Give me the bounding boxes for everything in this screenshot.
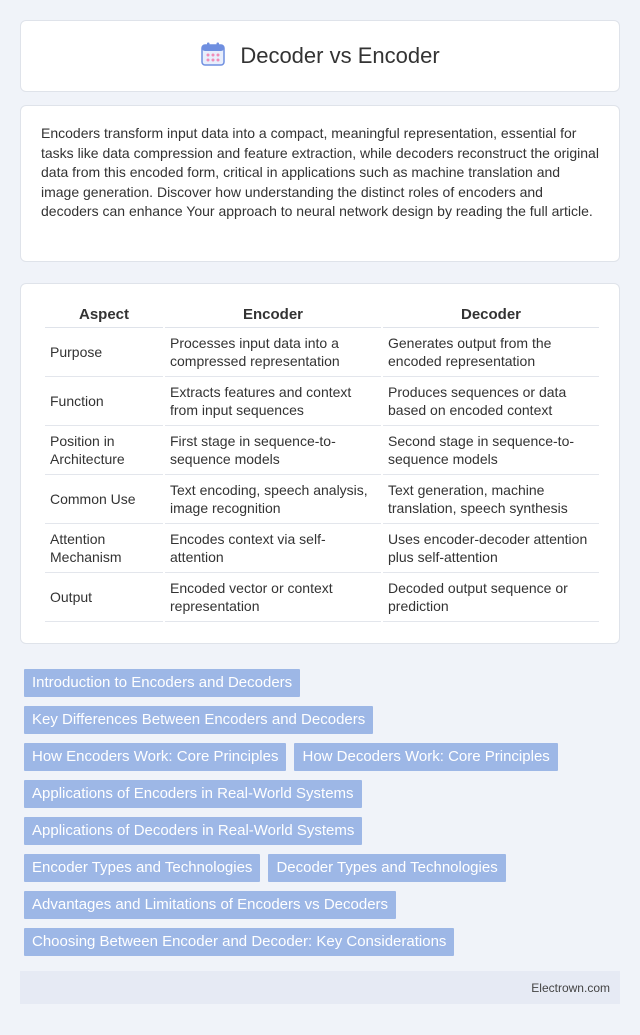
cell-decoder: Text generation, machine translation, speech synthesis [383,475,599,524]
link-how-encoders-work[interactable]: How Encoders Work: Core Principles [24,743,286,771]
table-row [45,328,599,377]
cell-aspect: Purpose [45,328,163,377]
link-row [24,743,604,771]
link-row [24,891,604,919]
cell-encoder: Encodes context via self-attention [165,524,381,573]
cell-aspect: Attention Mechanism [45,524,163,573]
intro-paragraph: Encoders transform input data into a compact, meaningful representation, essential for tasks like data compression and feature extraction, while decoders reconstruct the original data from this encoded form, critical in applications such as machine translation and image generation. Discover how understanding the distinct roles of encoders and decoders can enhance Your approach to neural network design by reading the full article. [41,125,599,219]
cell-aspect: Common Use [45,475,163,524]
footer-site[interactable]: Electrown.com [531,980,610,995]
link-key-differences[interactable]: Key Differences Between Encoders and Decoders [24,706,373,734]
link-introduction[interactable]: Introduction to Encoders and Decoders [24,669,300,697]
table-row [45,377,599,426]
cell-aspect: Function [45,377,163,426]
link-applications-decoders[interactable]: Applications of Decoders in Real-World Systems [24,817,362,845]
link-row [24,780,604,808]
cell-decoder: Produces sequences or data based on encoded context [383,377,599,426]
cell-decoder: Decoded output sequence or prediction [383,573,599,622]
cell-decoder: Second stage in sequence-to-sequence models [383,426,599,475]
table-row [45,573,599,622]
link-row [24,928,604,956]
topic-links [24,669,604,965]
header-card [20,20,620,92]
comparison-table [43,302,601,622]
link-choosing[interactable]: Choosing Between Encoder and Decoder: Key Considerations [24,928,454,956]
cell-encoder: Extracts features and context from input sequences [165,377,381,426]
cell-aspect: Position in Architecture [45,426,163,475]
cell-encoder: Processes input data into a compressed representation [165,328,381,377]
table-row [45,524,599,573]
cell-encoder: First stage in sequence-to-sequence models [165,426,381,475]
table-header-row [45,302,599,328]
intro-card [20,105,620,262]
cell-decoder: Generates output from the encoded representation [383,328,599,377]
link-row [24,817,604,845]
link-applications-encoders[interactable]: Applications of Encoders in Real-World Systems [24,780,362,808]
link-row [24,669,604,697]
header-aspect: Aspect [45,302,163,328]
table-row [45,426,599,475]
cell-encoder: Encoded vector or context representation [165,573,381,622]
cell-aspect: Output [45,573,163,622]
cell-decoder: Uses encoder-decoder attention plus self-attention [383,524,599,573]
link-row [24,854,604,882]
cell-encoder: Text encoding, speech analysis, image recognition [165,475,381,524]
header-encoder: Encoder [165,302,381,328]
comparison-table-card [20,283,620,644]
header-decoder: Decoder [383,302,599,328]
link-how-decoders-work[interactable]: How Decoders Work: Core Principles [294,743,557,771]
page-title: Decoder vs Encoder [240,43,440,68]
link-row [24,706,604,734]
table-row [45,475,599,524]
link-advantages-limitations[interactable]: Advantages and Limitations of Encoders vs Decoders [24,891,396,919]
calendar-icon [200,41,226,72]
footer [20,971,620,1004]
link-decoder-types[interactable]: Decoder Types and Technologies [268,854,505,882]
link-encoder-types[interactable]: Encoder Types and Technologies [24,854,260,882]
